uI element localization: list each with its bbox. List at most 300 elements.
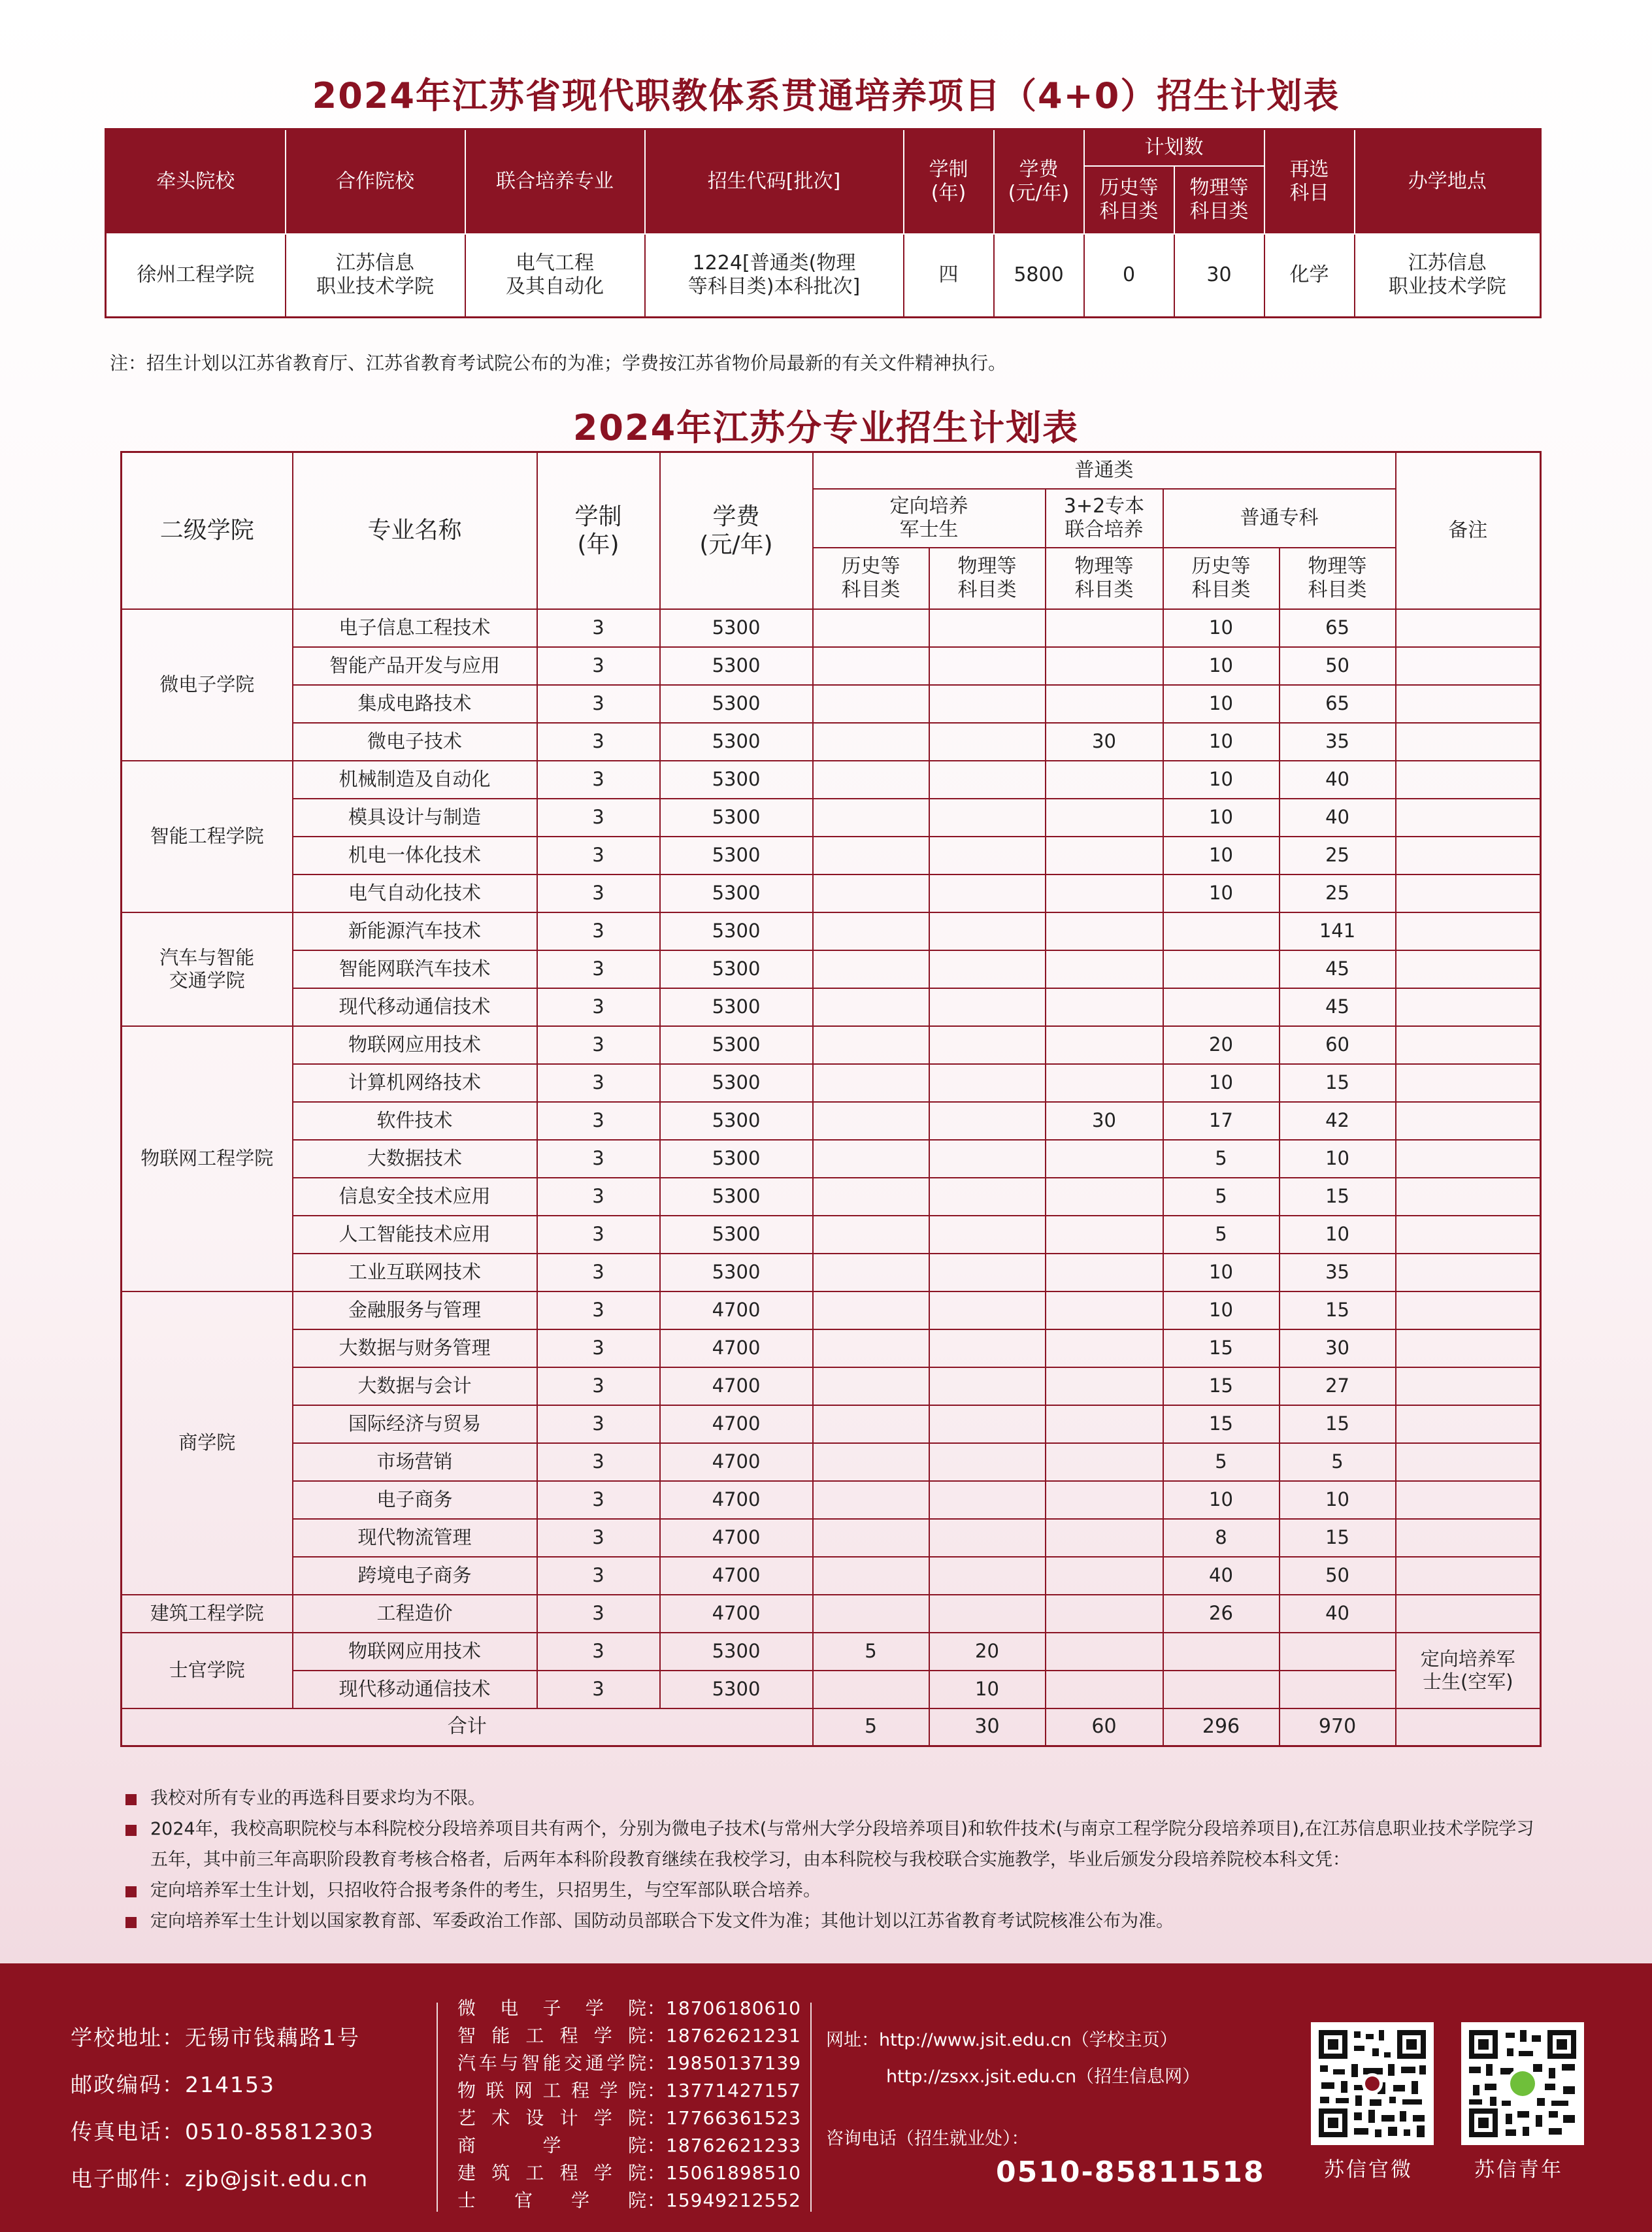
th-military-phys: 物理等 科目类 xyxy=(929,548,1046,609)
cell-rp: 35 xyxy=(1280,1254,1396,1291)
total-regular-phys: 970 xyxy=(1280,1708,1396,1746)
table-row xyxy=(122,1291,1541,1329)
hotline-label: 咨询电话（招生就业处）： xyxy=(826,2129,1029,2149)
website-main-link[interactable]: 网址：http://www.jsit.edu.cn（学校主页） xyxy=(826,2030,1178,2050)
remark-cell xyxy=(1396,1102,1541,1140)
cell-fee: 5300 xyxy=(660,1254,813,1291)
cell-jp xyxy=(1046,761,1163,799)
cell-jp xyxy=(1046,1026,1163,1064)
cell-mp: 20 xyxy=(929,1633,1046,1671)
website-admission-link[interactable]: http://zsxx.jsit.edu.cn（招生信息网） xyxy=(886,2067,1200,2087)
cell-major: 电气工程 及其自动化 xyxy=(465,234,645,318)
cell-mp xyxy=(929,1557,1046,1595)
cell-years: 3 xyxy=(537,1140,660,1178)
cell-fee: 5300 xyxy=(660,685,813,723)
cell-mp xyxy=(929,685,1046,723)
cell-rh: 40 xyxy=(1163,1557,1280,1595)
cell-reselect: 化学 xyxy=(1264,234,1355,318)
cell-rp: 15 xyxy=(1280,1291,1396,1329)
email-link[interactable]: 电子邮件：zjb@jsit.edu.cn xyxy=(71,2166,369,2191)
cell-major: 国际经济与贸易 xyxy=(293,1405,537,1443)
cell-years: 3 xyxy=(537,874,660,912)
cell-rh: 20 xyxy=(1163,1026,1280,1064)
cell-major: 工程造价 xyxy=(293,1595,537,1633)
cell-mh xyxy=(813,1291,929,1329)
remark-cell xyxy=(1396,799,1541,837)
cell-years: 3 xyxy=(537,647,660,685)
cell-mh xyxy=(813,1519,929,1557)
cell-mh xyxy=(813,1481,929,1519)
cell-rp: 65 xyxy=(1280,609,1396,647)
cell-years: 3 xyxy=(537,609,660,647)
th-regular-hist: 历史等 科目类 xyxy=(1163,548,1280,609)
fax: 传真电话：0510-85812303 xyxy=(71,2119,374,2144)
cell-major: 软件技术 xyxy=(293,1102,537,1140)
cell-rh xyxy=(1163,950,1280,988)
th-partner: 合作院校 xyxy=(286,129,465,234)
cell-location: 江苏信息 职业技术学院 xyxy=(1355,234,1541,318)
cell-jp xyxy=(1046,837,1163,874)
cell-mp xyxy=(929,950,1046,988)
remark-cell xyxy=(1396,1443,1541,1481)
college-cell: 智能工程学院 xyxy=(122,761,293,912)
cell-fee: 4700 xyxy=(660,1557,813,1595)
table-row xyxy=(122,761,1541,799)
th-hist: 历史等 科目类 xyxy=(1084,166,1174,234)
cell-rp: 25 xyxy=(1280,874,1396,912)
th-years: 学制 (年) xyxy=(537,452,660,609)
remark-cell xyxy=(1396,761,1541,799)
cell-rp: 10 xyxy=(1280,1216,1396,1254)
contact-info xyxy=(71,2014,374,2203)
college-cell: 物联网工程学院 xyxy=(122,1026,293,1291)
divider xyxy=(437,2003,438,2212)
cell-mp xyxy=(929,1329,1046,1367)
cell-mh xyxy=(813,799,929,837)
cell-jp xyxy=(1046,1633,1163,1671)
cell-mp xyxy=(929,1064,1046,1102)
cell-jp xyxy=(1046,1481,1163,1519)
note-item: 我校对所有专业的再选科目要求均为不限。 xyxy=(122,1783,1540,1814)
table-row xyxy=(122,1633,1541,1671)
cell-years: 3 xyxy=(537,912,660,950)
table-row xyxy=(122,1254,1541,1291)
separator: ： xyxy=(647,2080,667,2101)
cell-years: 3 xyxy=(537,1633,660,1671)
cell-fee: 4700 xyxy=(660,1443,813,1481)
cell-jp xyxy=(1046,1443,1163,1481)
cell-jp xyxy=(1046,1291,1163,1329)
cell-rh: 17 xyxy=(1163,1102,1280,1140)
cell-rp: 60 xyxy=(1280,1026,1396,1064)
cell-jp xyxy=(1046,912,1163,950)
cell-jp xyxy=(1046,1671,1163,1708)
cell-mh xyxy=(813,1140,929,1178)
cell-major: 大数据技术 xyxy=(293,1140,537,1178)
cell-major: 微电子技术 xyxy=(293,723,537,761)
college-cell: 微电子学院 xyxy=(122,609,293,761)
cell-rp: 40 xyxy=(1280,799,1396,837)
cell-mh xyxy=(813,723,929,761)
table-row xyxy=(122,950,1541,988)
cell-years: 3 xyxy=(537,1291,660,1329)
cell-mh xyxy=(813,988,929,1026)
total-row xyxy=(122,1708,1541,1746)
cell-code: 1224[普通类(物理 等科目类)本科批次] xyxy=(645,234,904,318)
table-row xyxy=(122,1481,1541,1519)
cell-jp xyxy=(1046,1557,1163,1595)
remark-cell xyxy=(1396,837,1541,874)
separator: ： xyxy=(647,2135,667,2156)
cell-rh: 10 xyxy=(1163,874,1280,912)
wechat-qr-code xyxy=(1311,2022,1434,2145)
college-phone-name: 士官学院 xyxy=(457,2190,647,2211)
table-row xyxy=(122,1102,1541,1140)
college-cell: 汽车与智能 交通学院 xyxy=(122,912,293,1026)
cell-fee: 4700 xyxy=(660,1405,813,1443)
remark-cell xyxy=(1396,1291,1541,1329)
cell-mp xyxy=(929,1216,1046,1254)
college-phones xyxy=(457,1995,801,2214)
cell-major: 电子商务 xyxy=(293,1481,537,1519)
cell-rp: 45 xyxy=(1280,950,1396,988)
cell-major: 信息安全技术应用 xyxy=(293,1178,537,1216)
cell-years: 3 xyxy=(537,1405,660,1443)
cell-major: 现代物流管理 xyxy=(293,1519,537,1557)
remark-cell xyxy=(1396,1216,1541,1254)
cell-rp: 42 xyxy=(1280,1102,1396,1140)
table-row xyxy=(122,1367,1541,1405)
college-phone-name: 艺术设计学院 xyxy=(457,2107,647,2129)
cell-rp: 141 xyxy=(1280,912,1396,950)
remark-cell: 定向培养军 士生(空军) xyxy=(1396,1633,1541,1708)
th-major: 联合培养专业 xyxy=(465,129,645,234)
youth-qr-label: 苏信青年 xyxy=(1474,2158,1563,2182)
cell-fee: 5300 xyxy=(660,1633,813,1671)
cell-jp xyxy=(1046,1140,1163,1178)
cell-mh xyxy=(813,837,929,874)
college-phone-item xyxy=(457,2077,801,2105)
cell-rp: 15 xyxy=(1280,1519,1396,1557)
cell-rh xyxy=(1163,912,1280,950)
cell-rp: 40 xyxy=(1280,761,1396,799)
cell-rp: 25 xyxy=(1280,837,1396,874)
cell-fee: 5300 xyxy=(660,988,813,1026)
cell-fee: 5300 xyxy=(660,912,813,950)
cell-rh xyxy=(1163,988,1280,1026)
cell-rp: 10 xyxy=(1280,1481,1396,1519)
remark-cell xyxy=(1396,1178,1541,1216)
college-phone-name: 建筑工程学院 xyxy=(457,2162,647,2184)
cell-years: 3 xyxy=(537,1671,660,1708)
hotline-number: 0510-85811518 xyxy=(996,2156,1265,2189)
cell-rh: 10 xyxy=(1163,685,1280,723)
cell-major: 智能网联汽车技术 xyxy=(293,950,537,988)
cell-years: 3 xyxy=(537,1481,660,1519)
cell-years: 四 xyxy=(904,234,994,318)
cell-mp xyxy=(929,647,1046,685)
cell-fee: 5300 xyxy=(660,1064,813,1102)
cell-mh xyxy=(813,647,929,685)
note-item: 定向培养军士生计划以国家教育部、军委政治工作部、国防动员部联合下发文件为准；其他计划以江苏省教育考试院核准公布为准。 xyxy=(122,1906,1540,1937)
cell-mp xyxy=(929,1178,1046,1216)
th-college: 二级学院 xyxy=(122,452,293,609)
cell-mh xyxy=(813,1064,929,1102)
cell-rh: 10 xyxy=(1163,647,1280,685)
remark-cell xyxy=(1396,988,1541,1026)
major-plan-table xyxy=(120,451,1542,1747)
cell-rh: 15 xyxy=(1163,1367,1280,1405)
separator: ： xyxy=(647,1997,667,2019)
cell-fee: 5300 xyxy=(660,761,813,799)
cell-jp xyxy=(1046,1519,1163,1557)
total-joint-phys: 60 xyxy=(1046,1708,1163,1746)
cell-major: 机电一体化技术 xyxy=(293,837,537,874)
cell-mp xyxy=(929,837,1046,874)
cell-major: 跨境电子商务 xyxy=(293,1557,537,1595)
cell-major: 电气自动化技术 xyxy=(293,874,537,912)
cell-mp xyxy=(929,874,1046,912)
cell-fee: 4700 xyxy=(660,1367,813,1405)
cell-major: 现代移动通信技术 xyxy=(293,988,537,1026)
cell-years: 3 xyxy=(537,1178,660,1216)
th-location: 办学地点 xyxy=(1355,129,1541,234)
th-lead: 牵头院校 xyxy=(106,129,286,234)
cell-major: 物联网应用技术 xyxy=(293,1026,537,1064)
college-phone-number: 19850137139 xyxy=(666,2052,801,2074)
th-regular-phys: 物理等 科目类 xyxy=(1280,548,1396,609)
title-vocational-plan: 2024年江苏省现代职教体系贯通培养项目（4+0）招生计划表 xyxy=(312,75,1340,116)
cell-mh xyxy=(813,1595,929,1633)
college-phone-number: 13771427157 xyxy=(666,2080,801,2101)
cell-years: 3 xyxy=(537,1557,660,1595)
cell-mh xyxy=(813,874,929,912)
cell-mp xyxy=(929,1367,1046,1405)
websites xyxy=(826,2022,1200,2095)
cell-jp xyxy=(1046,799,1163,837)
table-row xyxy=(122,1671,1541,1708)
separator: ： xyxy=(647,2052,667,2074)
th-military: 定向培养 军士生 xyxy=(813,489,1046,548)
th-code: 招生代码[批次] xyxy=(645,129,904,234)
separator: ： xyxy=(647,2025,667,2046)
table-row xyxy=(122,912,1541,950)
cell-mp xyxy=(929,1595,1046,1633)
table-row xyxy=(122,874,1541,912)
remark-cell xyxy=(1396,1557,1541,1595)
remark-cell xyxy=(1396,1595,1541,1633)
college-phone-number: 18706180610 xyxy=(666,1997,801,2019)
notes-list xyxy=(122,1783,1540,1937)
cell-mh xyxy=(813,1102,929,1140)
college-cell: 商学院 xyxy=(122,1291,293,1595)
cell-major: 大数据与财务管理 xyxy=(293,1329,537,1367)
table-row xyxy=(122,988,1541,1026)
cell-rh: 8 xyxy=(1163,1519,1280,1557)
cell-rh: 5 xyxy=(1163,1178,1280,1216)
cell-fee: 5300 xyxy=(660,647,813,685)
th-years: 学制 (年) xyxy=(904,129,994,234)
th-regular: 普通专科 xyxy=(1163,489,1396,548)
th-reselect: 再选 科目 xyxy=(1264,129,1355,234)
cell-jp xyxy=(1046,988,1163,1026)
cell-mh xyxy=(813,1443,929,1481)
cell-rh: 5 xyxy=(1163,1216,1280,1254)
cell-years: 3 xyxy=(537,799,660,837)
youth-qr-code xyxy=(1461,2022,1584,2145)
cell-jp xyxy=(1046,1064,1163,1102)
college-phone-item xyxy=(457,2050,801,2077)
cell-rh: 10 xyxy=(1163,723,1280,761)
cell-mp xyxy=(929,609,1046,647)
cell-major: 计算机网络技术 xyxy=(293,1064,537,1102)
cell-rp: 27 xyxy=(1280,1367,1396,1405)
college-phone-name: 汽车与智能交通学院 xyxy=(457,2052,647,2074)
cell-mh xyxy=(813,950,929,988)
remark-cell xyxy=(1396,647,1541,685)
college-phone-item xyxy=(457,1995,801,2022)
cell-mh xyxy=(813,1216,929,1254)
th-phys: 物理等 科目类 xyxy=(1174,166,1264,234)
remark-cell xyxy=(1396,1329,1541,1367)
cell-major: 物联网应用技术 xyxy=(293,1633,537,1671)
cell-mh xyxy=(813,1254,929,1291)
cell-major: 电子信息工程技术 xyxy=(293,609,537,647)
postcode: 邮政编码：214153 xyxy=(71,2072,275,2097)
remark-cell xyxy=(1396,1140,1541,1178)
cell-rh: 10 xyxy=(1163,761,1280,799)
table-row xyxy=(122,1216,1541,1254)
cell-rp: 65 xyxy=(1280,685,1396,723)
cell-mh xyxy=(813,609,929,647)
cell-major: 新能源汽车技术 xyxy=(293,912,537,950)
cell-fee: 5300 xyxy=(660,1102,813,1140)
total-remark xyxy=(1396,1708,1541,1746)
cell-mp xyxy=(929,912,1046,950)
cell-mp xyxy=(929,1405,1046,1443)
wechat-qr-label: 苏信官微 xyxy=(1324,2158,1413,2182)
cell-fee: 5300 xyxy=(660,874,813,912)
table-row xyxy=(122,799,1541,837)
cell-jp xyxy=(1046,950,1163,988)
cell-rh xyxy=(1163,1633,1280,1671)
cell-mp xyxy=(929,1481,1046,1519)
total-military-phys: 30 xyxy=(929,1708,1046,1746)
separator: ： xyxy=(647,2107,667,2129)
cell-fee: 5300 xyxy=(660,799,813,837)
cell-mh xyxy=(813,685,929,723)
cell-mp xyxy=(929,723,1046,761)
cell-partner: 江苏信息 职业技术学院 xyxy=(286,234,465,318)
cell-mp xyxy=(929,1026,1046,1064)
college-phone-name: 微电子学院 xyxy=(457,1997,647,2019)
remark-cell xyxy=(1396,950,1541,988)
cell-mh: 5 xyxy=(813,1633,929,1671)
cell-rh: 15 xyxy=(1163,1329,1280,1367)
cell-years: 3 xyxy=(537,950,660,988)
cell-rp xyxy=(1280,1633,1396,1671)
cell-rh: 10 xyxy=(1163,1064,1280,1102)
cell-fee: 4700 xyxy=(660,1519,813,1557)
remark-cell xyxy=(1396,1026,1541,1064)
cell-rh: 5 xyxy=(1163,1443,1280,1481)
table-note: 注：招生计划以江苏省教育厅、江苏省教育考试院公布的为准；学费按江苏省物价局最新的有关文件精神执行。 xyxy=(110,352,1007,374)
cell-rh: 10 xyxy=(1163,1291,1280,1329)
total-military-hist: 5 xyxy=(813,1708,929,1746)
college-cell: 建筑工程学院 xyxy=(122,1595,293,1633)
college-phone-item xyxy=(457,2132,801,2159)
cell-rp: 50 xyxy=(1280,1557,1396,1595)
remark-cell xyxy=(1396,912,1541,950)
cell-major: 模具设计与制造 xyxy=(293,799,537,837)
cell-major: 机械制造及自动化 xyxy=(293,761,537,799)
th-joint-phys: 物理等 科目类 xyxy=(1046,548,1163,609)
cell-lead: 徐州工程学院 xyxy=(106,234,286,318)
cell-mh xyxy=(813,912,929,950)
cell-mp xyxy=(929,799,1046,837)
total-label: 合计 xyxy=(122,1708,813,1746)
cell-rh: 10 xyxy=(1163,837,1280,874)
cell-rp: 5 xyxy=(1280,1443,1396,1481)
cell-rp: 50 xyxy=(1280,647,1396,685)
cell-years: 3 xyxy=(537,1519,660,1557)
cell-mp xyxy=(929,1140,1046,1178)
cell-fee: 5300 xyxy=(660,1178,813,1216)
cell-rh: 10 xyxy=(1163,1254,1280,1291)
cell-mh xyxy=(813,1557,929,1595)
cell-rh: 10 xyxy=(1163,609,1280,647)
cell-rh: 26 xyxy=(1163,1595,1280,1633)
table-row xyxy=(122,1329,1541,1367)
cell-rh: 10 xyxy=(1163,1481,1280,1519)
cell-jp xyxy=(1046,609,1163,647)
remark-cell xyxy=(1396,1064,1541,1102)
cell-jp xyxy=(1046,685,1163,723)
cell-jp xyxy=(1046,1405,1163,1443)
college-phone-name: 物联网工程学院 xyxy=(457,2080,647,2101)
college-phone-number: 18762621233 xyxy=(666,2135,801,2156)
college-phone-name: 智能工程学院 xyxy=(457,2025,647,2046)
cell-rp: 40 xyxy=(1280,1595,1396,1633)
separator: ： xyxy=(647,2162,667,2184)
table-row xyxy=(122,1140,1541,1178)
separator: ： xyxy=(647,2190,667,2211)
cell-years: 3 xyxy=(537,1026,660,1064)
table-row xyxy=(122,723,1541,761)
table-row xyxy=(122,609,1541,647)
cell-major: 智能产品开发与应用 xyxy=(293,647,537,685)
cell-mp: 10 xyxy=(929,1671,1046,1708)
cell-major: 工业互联网技术 xyxy=(293,1254,537,1291)
cell-fee: 4700 xyxy=(660,1595,813,1633)
cell-rh xyxy=(1163,1671,1280,1708)
th-joint: 3+2专本 联合培养 xyxy=(1046,489,1163,548)
cell-mp xyxy=(929,1443,1046,1481)
cell-years: 3 xyxy=(537,1595,660,1633)
table-row xyxy=(122,1519,1541,1557)
remark-cell xyxy=(1396,685,1541,723)
cell-rp: 45 xyxy=(1280,988,1396,1026)
cell-fee: 4700 xyxy=(660,1481,813,1519)
college-phone-name: 商学院 xyxy=(457,2135,647,2156)
table-row xyxy=(122,1064,1541,1102)
cell-years: 3 xyxy=(537,1216,660,1254)
cell-jp xyxy=(1046,1595,1163,1633)
cell-years: 3 xyxy=(537,761,660,799)
cell-mh xyxy=(813,761,929,799)
college-phone-number: 15949212552 xyxy=(666,2190,801,2211)
cell-jp: 30 xyxy=(1046,1102,1163,1140)
